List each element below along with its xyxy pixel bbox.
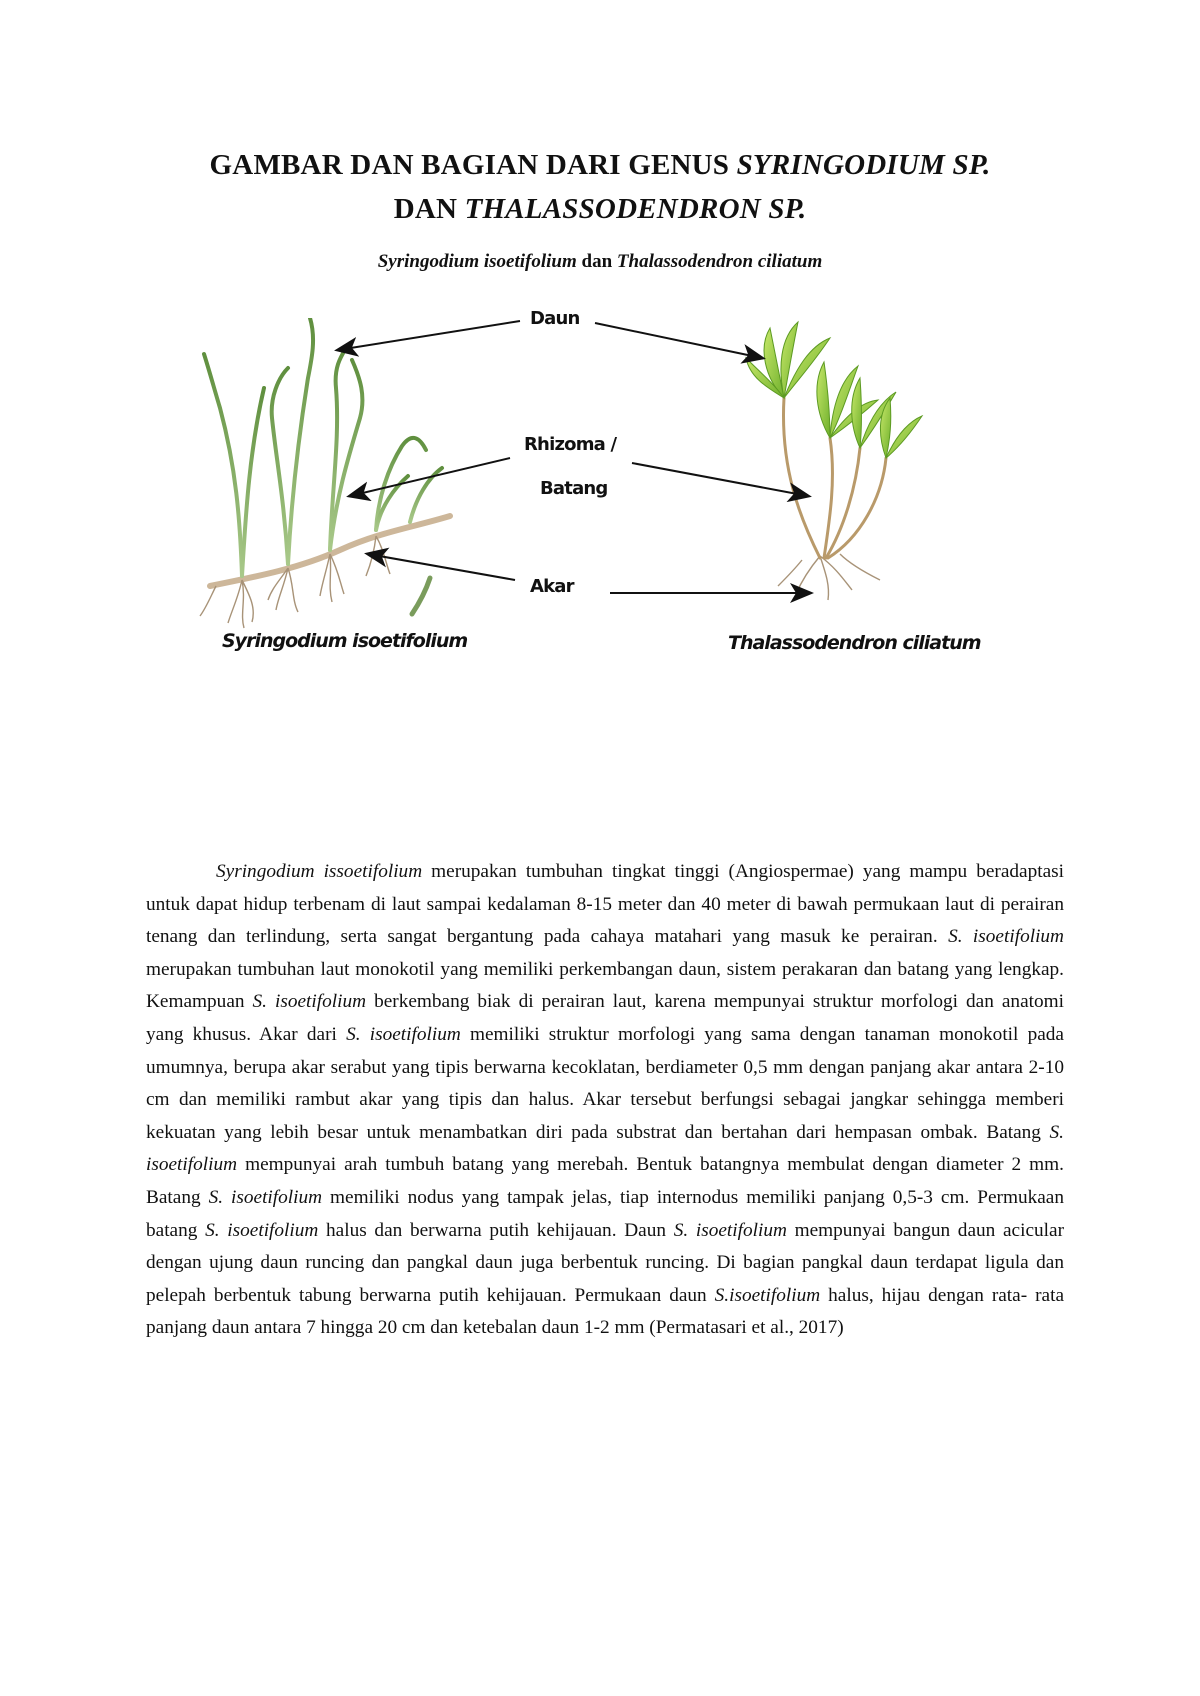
thalassodendron-leaf-clusters <box>746 322 922 458</box>
body-text-run: halus dan berwarna putih kehijauan. Daun <box>318 1219 674 1241</box>
label-rhizoma: Rhizoma / <box>524 434 617 455</box>
syringodium-plant <box>200 318 450 628</box>
body-text-run: memiliki nodus yang tampak jelas, tiap internodus memiliki panjang 0,5-3 cm. Permukaan batang <box>146 1186 1064 1241</box>
body-text-run: mempunyai bangun daun acicular dengan ujung daun runcing dan pangkal daun juga berbentuk runcing. Di bagian pangkal daun terdapat ligula dan pelepah berbentuk tabung berwarna putih kehijauan. Permukaan daun <box>146 1219 1064 1306</box>
figure-illustration <box>180 318 1000 718</box>
body-text-run: berkembang biak di perairan laut, karena mempunyai struktur morfologi dan anatomi yang khusus. Akar dari <box>146 991 1064 1045</box>
species-name: S. isoetifolium <box>146 1121 1064 1176</box>
species-name: S. isoetifolium <box>208 1186 323 1208</box>
species-name: S.isoetifolium <box>714 1284 821 1306</box>
syringodium-leaves <box>204 318 442 576</box>
body-text-run: merupakan tumbuhan tingkat tinggi (Angiospermae) yang mampu beradaptasi untuk dapat hidup terbenam di laut sampai kedalaman 8-15 meter dan 40 meter di bawah permukaan laut di perairan tenang dan terlindung, serta sangat bergantung pada cahaya matahari yang masuk ke perairan. <box>146 861 1064 948</box>
body-text-run: merupakan tumbuhan laut monokotil yang memiliki perkembangan daun, sistem perakaran dan batang yang lengkap. Kemampuan <box>146 958 1064 1013</box>
species-name: S. isoetifolium <box>673 1219 787 1241</box>
seagrass-figure <box>180 308 1000 718</box>
species-name: S. isoetifolium <box>252 991 367 1013</box>
annotation-arrows <box>338 321 810 593</box>
page-title <box>0 143 1200 231</box>
species-name: S. isoetifolium <box>948 926 1064 948</box>
body-text-run: memiliki struktur morfologi yang sama dengan tanaman monokotil pada umumnya, berupa akar serabut yang tipis berwarna kecoklatan, berdiameter 0,5 mm dengan panjang akar antara 2-10 cm dan memiliki rambut akar yang tipis dan halus. Akar tersebut berfungsi sebagai jangkar sehingga memberi kekuatan yang lebih besar untuk menambatkan diri pada substrat dan bertahan dari hempasan ombak. Batang <box>146 1023 1064 1143</box>
page-subtitle: Syringodium isoetifolium dan Thalassodendron ciliatum <box>377 251 823 272</box>
syringodium-leaf-fragment <box>412 578 430 614</box>
species-name: S. isoetifolium <box>346 1023 461 1045</box>
thalassodendron-plant <box>746 322 922 600</box>
label-batang: Batang <box>540 478 608 499</box>
label-akar: Akar <box>530 576 574 597</box>
arrow-daun-left <box>338 321 520 350</box>
caption-syringodium: Syringodium isoetifolium <box>222 630 468 652</box>
title-line-2: DAN THALASSODENDRON SP. <box>393 193 807 225</box>
caption-thalassodendron: Thalassodendron ciliatum <box>728 632 981 654</box>
arrow-daun-right <box>595 323 762 358</box>
species-name: Syringodium issoetifolium <box>216 861 423 882</box>
body-text-run: mempunyai arah tumbuh batang yang merebah. Bentuk batangnya membulat dengan diameter 2 mm. Batang <box>146 1154 1064 1208</box>
title-line-1: GAMBAR DAN BAGIAN DARI GENUS SYRINGODIUM SP. <box>209 149 991 181</box>
arrow-rhizoma-left <box>350 458 510 496</box>
species-name: S. isoetifolium <box>205 1219 319 1241</box>
label-daun: Daun <box>530 308 580 329</box>
body-paragraph <box>146 856 1064 1345</box>
body-paragraph-container <box>146 856 1064 1345</box>
arrow-rhizoma-right <box>632 463 808 496</box>
arrow-akar-left <box>368 554 515 580</box>
body-text-run: halus, hijau dengan rata- rata panjang daun antara 7 hingga 20 cm dan ketebalan daun 1-2 mm (Permatasari et al., 2017) <box>146 1284 1064 1339</box>
